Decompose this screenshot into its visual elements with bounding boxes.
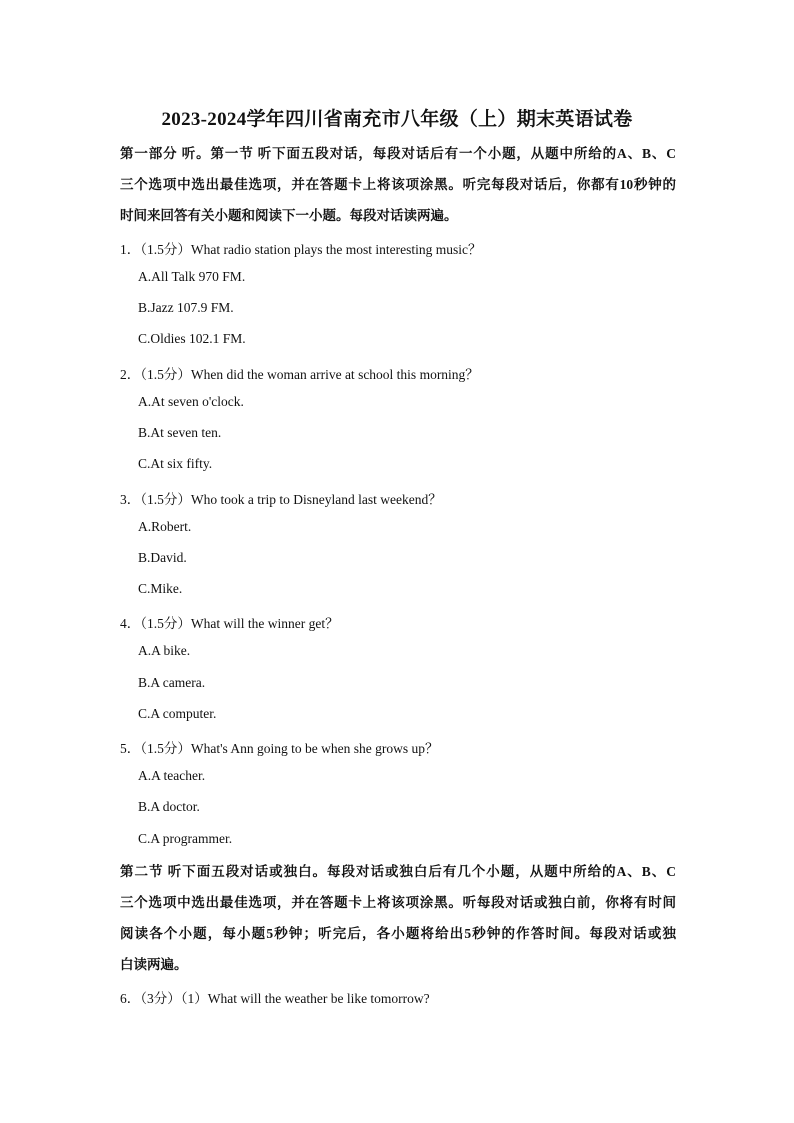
page-title: 2023-2024学年四川省南充市八年级（上）期末英语试卷	[161, 109, 633, 130]
question-2-option-a: A.At seven o'clock.	[138, 394, 244, 409]
question-3-option-b: B.David.	[138, 550, 187, 565]
section1-line: 第一部分 听。第一节 听下面五段对话，每段对话后有一个小题，从题中所给的A、B、C	[120, 146, 676, 161]
question-4-option-c: C.A computer.	[138, 706, 217, 721]
question-3-option-a: A.Robert.	[138, 519, 192, 534]
question-5-option-b: B.A doctor.	[138, 799, 200, 814]
question-4-stem: 4．（1.5分）What will the winner get？	[120, 616, 339, 631]
question-2-stem: 2．（1.5分）When did the woman arrive at school this morning？	[120, 367, 479, 382]
question-1-option-b: B.Jazz 107.9 FM.	[138, 300, 234, 315]
question-4-option-a: A.A bike.	[138, 643, 191, 658]
question-2-option-c: C.At six fifty.	[138, 456, 213, 471]
question-1-stem: 1．（1.5分）What radio station plays the most interesting music？	[120, 242, 482, 257]
question-3-option-c: C.Mike.	[138, 581, 183, 596]
question-2-option-b: B.At seven ten.	[138, 425, 222, 440]
section2-line: 白读两遍。	[120, 957, 188, 972]
question-6-stem: 6．（3分）（1）What will the weather be like tomorrow?	[120, 991, 430, 1006]
question-3-stem: 3．（1.5分）Who took a trip to Disneyland last weekend？	[120, 492, 442, 507]
section1-instructions	[120, 138, 676, 231]
section1-line: 三个选项中选出最佳选项，并在答题卡上将该项涂黑。听完每段对话后，你都有10秒钟的	[120, 177, 676, 192]
question-1-option-c: C.Oldies 102.1 FM.	[138, 331, 246, 346]
section2-line: 三个选项中选出最佳选项，并在答题卡上将该项涂黑。听每段对话或独白前，你将有时间	[120, 895, 676, 910]
question-1-option-a: A.All Talk 970 FM.	[138, 269, 246, 284]
section1-line: 时间来回答有关小题和阅读下一小题。每段对话读两遍。	[120, 208, 458, 223]
question-4-option-b: B.A camera.	[138, 675, 206, 690]
question-5-option-a: A.A teacher.	[138, 768, 206, 783]
section2-line: 第二节 听下面五段对话或独白。每段对话或独白后有几个小题，从题中所给的A、B、C	[120, 864, 676, 879]
section2-instructions	[120, 856, 676, 980]
question-5-stem: 5．（1.5分）What's Ann going to be when she grows up？	[120, 741, 439, 756]
section2-line: 阅读各个小题，每小题5秒钟；听完后，各小题将给出5秒钟的作答时间。每段对话或独	[120, 926, 676, 941]
question-5-option-c: C.A programmer.	[138, 831, 233, 846]
